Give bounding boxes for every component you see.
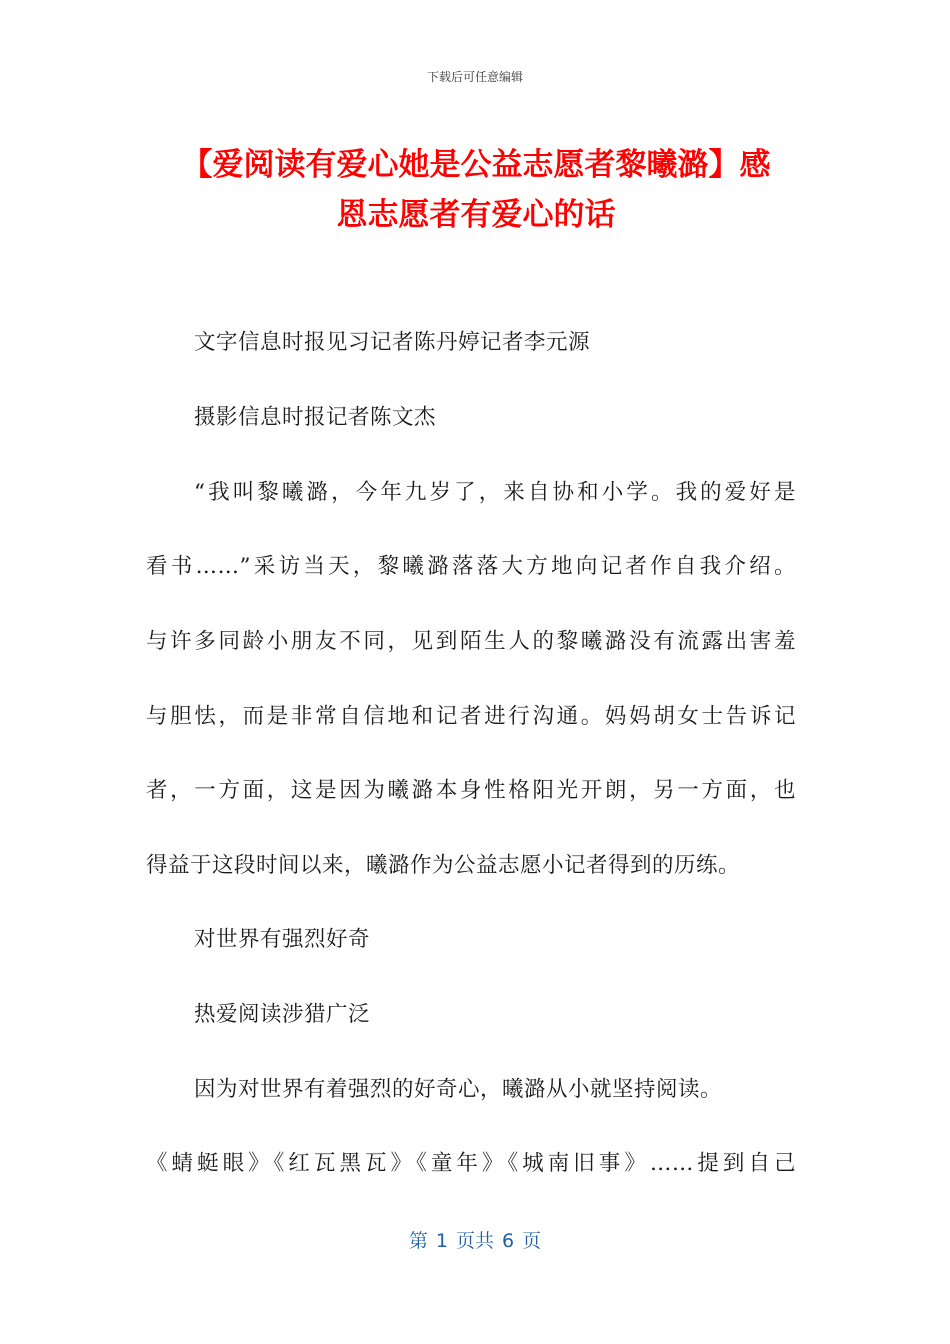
title-line-2: 恩志愿者有爱心的话: [336, 197, 616, 233]
byline-text: 文字信息时报见习记者陈丹婷记者李元源: [194, 330, 591, 355]
byline-photo: 摄影信息时报记者陈文杰: [194, 405, 437, 430]
title-line-1: 【爱阅读有爱心她是公益志愿者黎曦潞】感: [181, 147, 771, 183]
paragraph-line: 因为对世界有着强烈的好奇心，曦潞从小就坚持阅读。: [194, 1077, 723, 1102]
paragraph-line: 与胆怯，而是非常自信地和记者进行沟通。妈妈胡女士告诉记: [146, 704, 796, 729]
page-number-footer: 第 1 页共 6 页: [408, 1230, 542, 1252]
subheading: 热爱阅读涉猎广泛: [194, 1002, 371, 1027]
subheading: 对世界有强烈好奇: [194, 927, 371, 952]
paragraph-line: 与许多同龄小朋友不同，见到陌生人的黎曦潞没有流露出害羞: [146, 629, 796, 654]
page-header-note: 下载后可任意编辑: [426, 70, 523, 84]
paragraph-line: 《蜻蜓眼》《红瓦黑瓦》《童年》《城南旧事》……提到自己: [146, 1151, 796, 1176]
document-title: [146, 140, 806, 240]
paragraph-line: 者，一方面，这是因为曦潞本身性格阳光开朗，另一方面，也: [146, 778, 796, 803]
paragraph-line: 得益于这段时间以来，曦潞作为公益志愿小记者得到的历练。: [146, 853, 741, 878]
paragraph-line: “我叫黎曦潞，今年九岁了，来自协和小学。我的爱好是: [194, 480, 796, 505]
paragraph-line: 看书……”采访当天，黎曦潞落落大方地向记者作自我介绍。: [146, 554, 796, 579]
